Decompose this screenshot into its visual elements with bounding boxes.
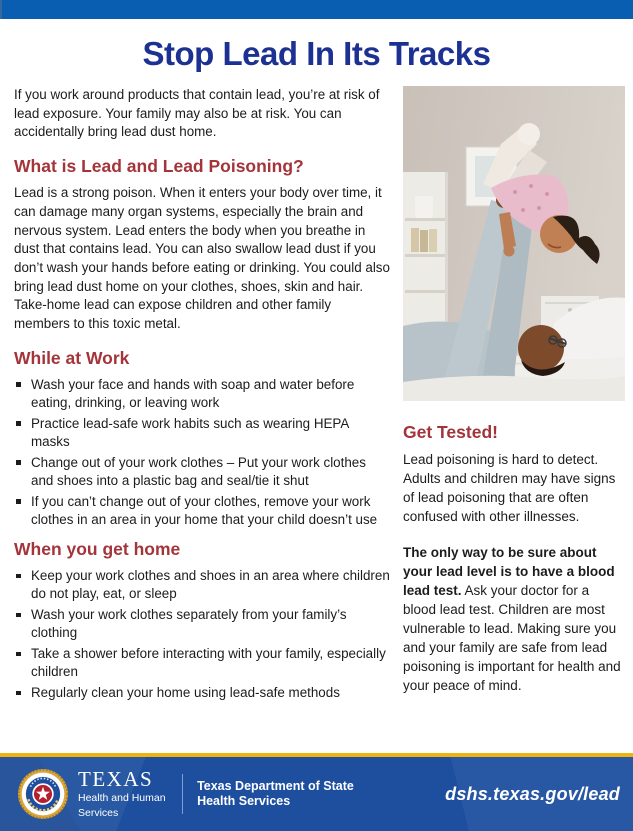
bullet-item: Keep your work clothes and shoes in an area where children do not play, eat, or sleep (14, 567, 390, 603)
content-columns (0, 86, 633, 712)
department-name (197, 779, 354, 810)
section-paragraph: Lead is a strong poison. When it enters your body over time, it can damage many organ systems, especially the brain and nervous system. Lead enters the body when you breathe in dust that contains lead. You can also swallow lead dust if you don’t wash your hands before eating or drinking. You could also bring lead dust home on your clothes, shoes, skin and hair. Take-home lead can expose children and other family members to this toxic metal. (14, 185, 390, 332)
main-column (14, 86, 390, 712)
bullet-item: Wash your face and hands with soap and water before eating, drinking, or leaving work (14, 376, 390, 412)
bullet-item: Take a shower before interacting with your family, especially children (14, 645, 390, 681)
org-name: TEXAS (78, 767, 154, 791)
footer-bar (0, 757, 633, 831)
section-while-at-work (14, 348, 390, 529)
bullet-item: Practice lead-safe work habits such as wearing HEPA masks (14, 415, 390, 451)
side-column (403, 86, 625, 712)
footer-url: dshs.texas.gov/lead (445, 783, 620, 804)
blood-test-paragraph (403, 543, 625, 695)
bullet-item: Wash your work clothes separately from your family’s clothing (14, 606, 390, 642)
page-title: Stop Lead In Its Tracks (142, 35, 491, 72)
bold-statement: The only way to be sure about your lead level is to have a blood lead test. (403, 545, 615, 599)
parent-lifting-child-photo (403, 86, 625, 401)
section-get-tested (403, 422, 625, 695)
section-heading: Get Tested! (403, 422, 498, 442)
bullet-item: Change out of your work clothes – Put your work clothes and shoes into a plastic bag and seal/tie it shut (14, 454, 390, 490)
top-accent-bar (0, 0, 633, 19)
department-line1: Texas Department of State (197, 778, 354, 793)
photo-illustration (403, 86, 625, 401)
section-heading: When you get home (14, 538, 181, 559)
footer-divider (182, 774, 184, 814)
section-heading: While at Work (14, 347, 130, 368)
section-when-you-get-home (14, 539, 390, 702)
org-subtitle-line2: Services (78, 806, 119, 819)
section-heading: What is Lead and Lead Poisoning? (14, 156, 304, 177)
bullet-item: Regularly clean your home using lead-safe methods (14, 684, 390, 702)
intro-paragraph: If you work around products that contain lead, you’re at risk of lead exposure. Your family may also be at risk. You can accidentally bring lead dust home. (14, 87, 380, 140)
hhs-logo-text (78, 769, 166, 819)
get-tested-paragraph: Lead poisoning is hard to detect. Adults and children may have signs of lead poisoning that are often confused with other illnesses. (403, 452, 616, 525)
bullet-item: If you can’t change out of your clothes, remove your work clothes in an area in your home that your child doesn’t use (14, 493, 390, 529)
statement-continuation: Ask your doctor for a blood lead test. Children are most vulnerable to lead. Making sure you and your family are safe from lead poisoning is important for health and your peace of mind. (403, 583, 621, 694)
bullet-list (14, 376, 390, 529)
section-what-is-lead (14, 156, 390, 334)
department-line2: Health Services (197, 794, 291, 808)
footer (0, 753, 633, 831)
org-subtitle-line1: Health and Human (78, 792, 166, 804)
texas-hhs-seal-icon (17, 768, 69, 820)
bullet-list (14, 567, 390, 702)
